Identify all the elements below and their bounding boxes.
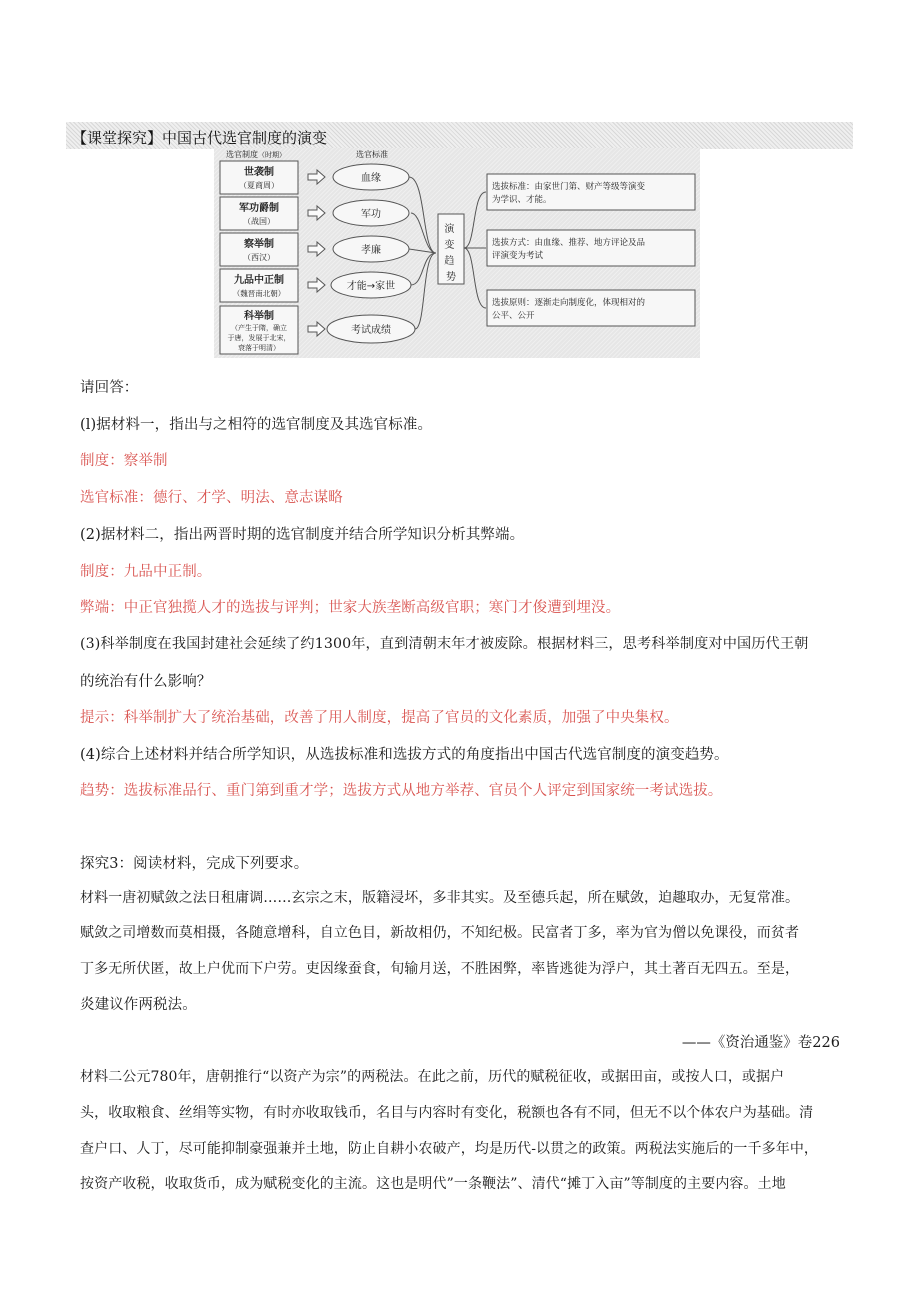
trend-3-line2: 公平、公开	[492, 311, 535, 321]
arrow-right-icon	[308, 242, 325, 256]
material-1-line3: 丁多无所伏匿，故上户优而下户劳。吏因缘蚕食，旬输月送，不胜困弊，率皆逃徙为浮户，其土著百无四五。至是，	[80, 961, 800, 977]
material-2-line1: 材料二公元780年，唐朝推行“以资产为宗”的两税法。在此之前，历代的赋税征收，或据田亩，或按人口，或据户	[80, 1069, 785, 1085]
trend-char-3: 趋	[444, 256, 455, 267]
system-period-1: （夏商周）	[239, 181, 279, 190]
answer-4-trend: 趋势：选拔标准品行、重门第到重才学；选拔方式从地方举荐、官员个人评定到国家统一考试选拔。	[80, 783, 723, 799]
left-bracket	[409, 177, 436, 329]
material-1-line4: 炎建议作两税法。	[80, 997, 197, 1013]
arrow-right-icon	[308, 170, 325, 184]
answer-1-standard: 选官标准：德行、才学、明法、意志谋略	[80, 490, 343, 506]
system-period-5c: 衰落于明清）	[238, 344, 280, 352]
trend-char-4: 势	[446, 272, 456, 283]
system-name-4: 九品中正制	[234, 275, 284, 286]
section-title: 【课堂探究】中国古代选官制度的演变	[72, 129, 328, 147]
material-1-source: ——《资治通鉴》卷226	[681, 1035, 840, 1051]
trend-char-1: 演	[444, 224, 455, 235]
question-3-line1: (3)科举制度在我国封建社会延续了约1300年，直到清朝末年才被废除。根据材料三，思考科举制度对中国历代王朝	[80, 636, 809, 652]
trend-char-2: 变	[444, 240, 455, 251]
standard-5: 考试成绩	[351, 325, 391, 336]
prompt-text: 请回答：	[80, 380, 139, 396]
standard-2: 军功	[361, 209, 381, 220]
system-period-2: （战国）	[243, 217, 275, 226]
material-2-line4: 按资产收税，收取货币，成为赋税变化的主流。这也是明代”一条鞭法”、清代“摊丁入亩”等制度的主要内容。土地	[80, 1176, 786, 1192]
trend-1-line1: 选拔标准：由家世门第、财产等级等演变	[492, 182, 646, 192]
material-1-line2: 赋敛之司增数而莫相摄，各随意增科，自立色目，新故相仍，不知纪极。民富者丁多，率为官为僧以免课役，而贫者	[80, 925, 800, 941]
answer-3-hint: 提示：科举制扩大了统治基础，改善了用人制度，提高了官员的文化素质，加强了中央集权。	[80, 710, 679, 726]
material-2-line3: 查户口、人丁，尽可能抑制豪强兼并土地，防止自耕小农破产，均是历代-以贯之的政策。两税法实施后的一千多年中，	[80, 1141, 819, 1157]
selection-system-diagram	[214, 148, 700, 358]
system-name-3: 察举制	[244, 239, 274, 250]
trend-3-line1: 选拔原则：逐渐走向制度化，体现相对的	[492, 298, 646, 308]
question-3-line2: 的统治有什么影响？	[80, 674, 212, 690]
trend-2-line1: 选拔方式：由血缘、推荐、地方评论及品	[492, 238, 646, 248]
material-2-line2: 头，收取粮食、丝绢等实物，有时亦收取钱币，名目与内容时有变化，税额也各有不同，但无不以个体农户为基础。清	[80, 1105, 814, 1121]
right-bracket	[464, 192, 486, 308]
system-name-5: 科举制	[244, 311, 274, 322]
col1-header: 选官制度	[226, 150, 258, 159]
material-1-line1: 材料一唐初赋敛之法日租庸调……玄宗之末，版籍浸坏，多非其实。及至德兵起，所在赋敛，迫趣取办，无复常准。	[80, 890, 800, 906]
system-period-4: （魏晋南北朝）	[232, 289, 286, 298]
system-name-1: 世袭制	[244, 167, 274, 178]
arrow-right-icon	[308, 206, 325, 220]
trend-2-line2: 评演变为考试	[492, 251, 544, 261]
col2-header: 选官标准	[356, 150, 388, 159]
system-period-5a: （产生于隋，确立	[231, 324, 287, 332]
system-period-3: （西汉）	[243, 253, 275, 262]
col1-header-sub: （时期）	[258, 151, 286, 159]
arrow-right-icon	[308, 278, 325, 292]
arrow-icons	[308, 170, 325, 336]
inquiry-3-title: 探究3：阅读材料，完成下列要求。	[80, 856, 309, 872]
standard-4: 才能→家世	[346, 281, 396, 292]
system-period-5b: 于唐，发展于北宋，	[227, 334, 291, 342]
answer-1-system: 制度：察举制	[80, 453, 168, 469]
svg-text:选官制度（时期）	[226, 149, 286, 159]
standard-3: 孝廉	[361, 245, 381, 256]
question-4: (4)综合上述材料并结合所学知识，从选拔标准和选拔方式的角度指出中国古代选官制度的演变趋势。	[80, 747, 729, 763]
trend-1-line2: 为学识、才能。	[492, 195, 552, 205]
diagram-svg	[214, 148, 700, 358]
standard-1: 血缘	[361, 173, 381, 184]
answer-2-drawbacks: 弊端：中正官独揽人才的选拔与评判；世家大族垄断高级官职；寒门才俊遭到埋没。	[80, 600, 621, 616]
answer-2-system: 制度：九品中正制。	[80, 564, 212, 580]
question-1: (l)据材料一，指出与之相符的选官制度及其选官标准。	[80, 417, 433, 433]
arrow-right-icon	[308, 322, 325, 336]
question-2: (2)据材料二，指出两晋时期的选官制度并结合所学知识分析其弊端。	[80, 527, 525, 543]
system-name-2: 军功爵制	[239, 203, 279, 214]
